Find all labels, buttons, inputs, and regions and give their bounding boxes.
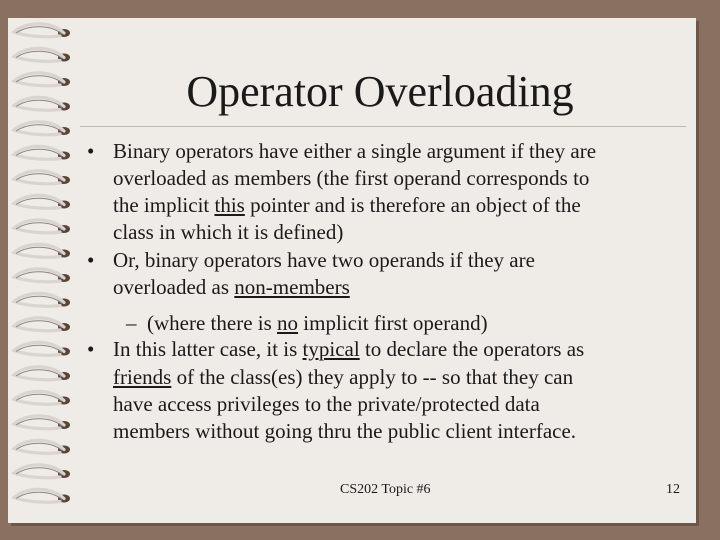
bullet-marker: • <box>87 139 95 163</box>
text-segment: of the class(es) they apply to -- so that they can <box>171 365 574 389</box>
bullet-marker: • <box>87 337 95 361</box>
bullet-1-line-3 <box>113 192 581 219</box>
page-number: 12 <box>666 482 680 497</box>
bullet-1-line-1: Binary operators have either a single argument if they are <box>113 139 597 163</box>
text-segment: In this latter case, it is <box>113 337 303 361</box>
sub-bullet <box>126 310 488 337</box>
text-segment: the implicit <box>113 193 215 217</box>
text-segment: pointer and is therefore an object of the <box>244 193 581 217</box>
bullet-marker: • <box>87 248 95 272</box>
slide-title: Operator Overloading <box>186 67 574 116</box>
bullet-1-line-4: class in which it is defined) <box>113 220 344 244</box>
bullet-3-line-1 <box>113 336 584 363</box>
underlined-term-friends: friends <box>113 365 172 389</box>
text-segment: (where there is <box>147 311 278 335</box>
text-segment: implicit first operand) <box>298 311 488 335</box>
sub-bullet-marker: – <box>126 311 137 335</box>
text-segment: to declare the operators as <box>359 337 585 361</box>
text-segment: overloaded as <box>113 275 235 299</box>
underlined-term-non-members: non-members <box>234 275 350 299</box>
underlined-term-no: no <box>277 311 299 335</box>
bullet-3-line-3: have access privileges to the private/protected data <box>113 392 540 416</box>
underlined-term-typical: typical <box>302 337 360 361</box>
bullet-3-line-4: members without going thru the public client interface. <box>113 419 577 443</box>
underlined-term-this: this <box>214 193 245 217</box>
bullet-2-line-1: Or, binary operators have two operands if they are <box>113 248 535 272</box>
bullet-3-line-2 <box>113 364 573 391</box>
bullet-1-line-2: overloaded as members (the first operand corresponds to <box>113 166 590 190</box>
bullet-2-line-2 <box>113 274 350 301</box>
slide-footer: CS202 Topic #6 <box>340 482 431 497</box>
